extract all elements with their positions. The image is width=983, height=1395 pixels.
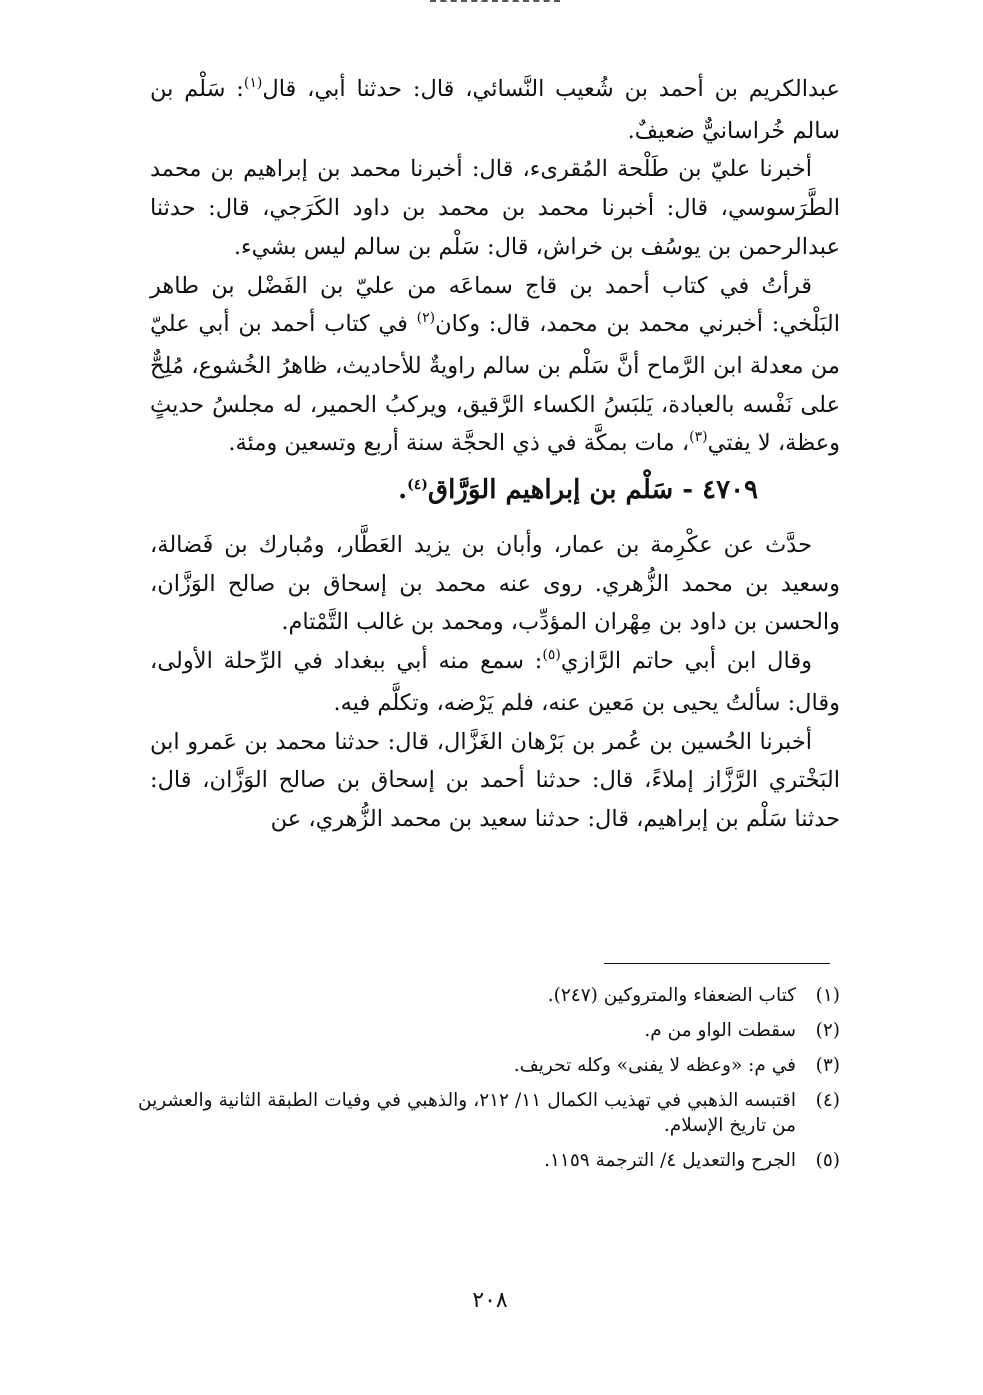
- footnote-ref[interactable]: (٤): [407, 477, 428, 494]
- footnote-text: كتاب الضعفاء والمتروكين (٢٤٧).: [547, 985, 796, 1006]
- text: : سَلْم بن سالم خُراسانيٌّ ضعيفٌ.: [150, 76, 840, 144]
- paragraph: [150, 267, 840, 467]
- footnote-text: في م: «وعظه لا يفنى» وكله تحريف.: [513, 1055, 796, 1076]
- footnote-ref[interactable]: (٢): [416, 310, 436, 327]
- footnote-divider: [604, 963, 830, 964]
- paragraph: أخبرنا الحُسين بن عُمر بن بَرْهان الغَزَّال، قال: حدثنا محمد بن عَمرو ابن البَخْتري الرَّزَّاز إملاءً، قال: حدثنا أحمد بن إسحاق بن صالح الوَزَّان، قال: حدثنا سَلْم بن إبراهيم، قال: حدثنا سعيد بن محمد الزُّهري، عن: [150, 728, 840, 832]
- text: عبدالكريم بن أحمد بن شُعيب النَّسائي، قال: حدثنا أبي، قال: [262, 76, 840, 102]
- footnote: [138, 1018, 840, 1043]
- text: : سمع منه أبي ببغداد في الرِّحلة الأولى، وقال: سألتُ يحيى بن مَعين عنه، فلم يَرْضه، وتكلَّم فيه.: [150, 648, 840, 716]
- footnote-number: (١): [815, 985, 840, 1006]
- footnote: [138, 1148, 840, 1173]
- entry-title: سَلْم بن إبراهيم الوَرَّاق: [427, 475, 674, 506]
- footnote-number: (٤): [815, 1090, 840, 1111]
- paragraph: [150, 70, 840, 150]
- text: وقال ابن أبي حاتم الرَّازي: [560, 648, 812, 675]
- footnote-ref[interactable]: (١): [243, 75, 263, 91]
- entry-dash: -: [682, 475, 694, 506]
- text: ، مات بمكَّة في ذي الحجَّة سنة أربع وتسعين ومئة.: [228, 430, 690, 457]
- footnote-text: سقطت الواو من م.: [644, 1020, 796, 1041]
- footnotes: [138, 983, 840, 1183]
- footnote-number: (٣): [815, 1055, 840, 1076]
- footnote-number: (٥): [815, 1150, 840, 1171]
- page-number: ٢٠٨: [472, 1288, 508, 1313]
- paragraph: حدَّث عن عكْرِمة بن عمار، وأبان بن يزيد العَطَّار، ومُبارك بن فَضالة، وسعيد بن محمد الزُّهري. روى عنه محمد بن إسحاق بن صالح الوَزَّان، والحسن بن داود بن مِهْران المؤدِّب، ومحمد بن غالب التَّمْتام.: [150, 532, 840, 636]
- footnote: [138, 1088, 840, 1138]
- paragraph: أخبرنا عليّ بن طَلْحة المُقرىء، قال: أخبرنا محمد بن إبراهيم بن محمد الطَّرَسوسي، قال: أخبرنا محمد بن محمد بن داود الكَرَجي، قال: حدثنا عبدالرحمن بن يوسُف بن خراش، قال: سَلْم بن سالم ليس بشيء.: [150, 156, 840, 260]
- footnote-number: (٢): [815, 1020, 840, 1041]
- paragraph: [150, 642, 840, 722]
- main-text: [150, 70, 840, 839]
- footnote: [138, 983, 840, 1008]
- footnote-ref[interactable]: (٥): [542, 647, 561, 664]
- footnote: [138, 1053, 840, 1078]
- entry-end: .: [398, 475, 408, 506]
- entry-heading: [150, 470, 840, 514]
- text: قرأتُ في كتاب أحمد بن قاج سماعَه من عليّ بن الفَضْل بن طاهر البَلْخي: أخبرني محمد بن محمد، قال: وكان: [150, 272, 840, 338]
- header-rule: [430, 0, 560, 6]
- entry-number: ٤٧٠٩: [702, 475, 758, 506]
- text: في كتاب أحمد بن أبي عليّ من معدلة ابن الرَّماح أنَّ سَلْم بن سالم راويةٌ للأحاديث، ظاهرُ الخُشوع، مُلِحٌّ على نَفْسه بالعبادة، يَلبَسُ الكساء الرَّقيق، ويركبُ الحمير، له مجلسُ حديثٍ وعظة، لا يفتي: [150, 311, 840, 457]
- footnote-ref[interactable]: (٣): [689, 429, 708, 446]
- footnote-text: الجرح والتعديل ٤/ الترجمة ١١٥٩.: [544, 1150, 796, 1171]
- footnote-text: اقتبسه الذهبي في تهذيب الكمال ١١/ ٢١٢، والذهبي في وفيات الطبقة الثانية والعشرين من تاريخ الإسلام.: [138, 1090, 796, 1136]
